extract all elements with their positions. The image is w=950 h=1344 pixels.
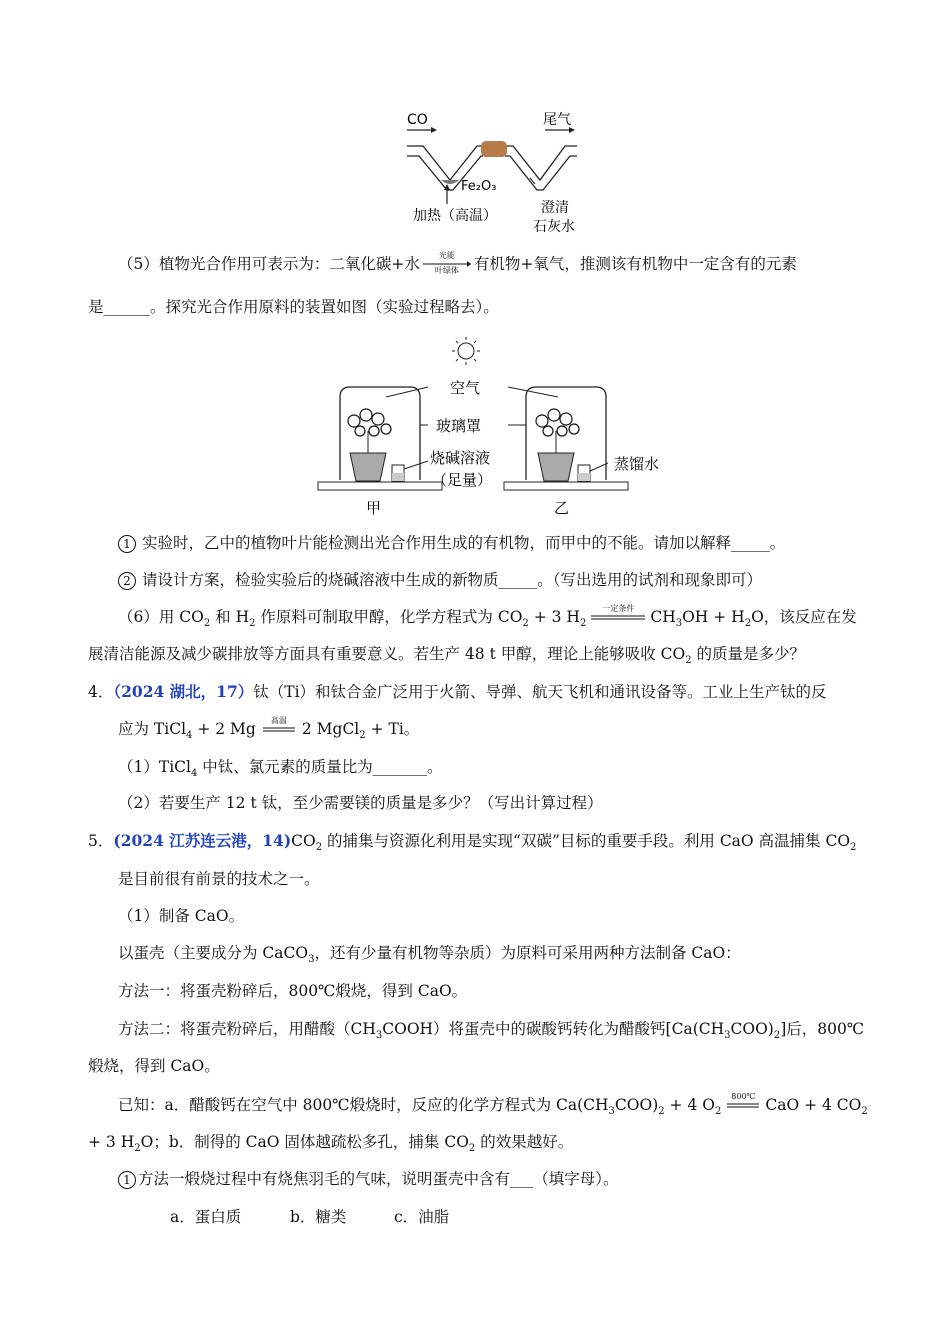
q5-line2: 是______。探究光合作用原料的装置如图（实验过程略去）。 (88, 298, 499, 316)
circled-number-1: 1 (118, 535, 136, 553)
glass-cover-label: 玻璃罩 (436, 417, 482, 435)
q5b-method1: 方法一：将蛋壳粉碎后，800℃煅烧，得到 CaO。 (118, 982, 468, 1000)
q4-part1: （1）TiCl$_4$ 中钛、氯元素的质量比为_______。 (118, 758, 443, 780)
q6-line2: 展清洁能源及减少碳排放等方面具有重要意义。若生产 48 t 甲醇，理论上能够吸收 $CO_2$ 的质量是多少？ (88, 645, 806, 667)
q5b-options (170, 1206, 449, 1228)
q5b-method2: 方法二：将蛋壳粉碎后，用醋酸$(CH_3COOH)$将蛋壳中的碳酸钙转化为醋酸钙$[Ca(CH_3COO)_2]$后，800℃ (118, 1020, 865, 1042)
limewater-label-1: 澄清 (541, 200, 569, 216)
air-label: 空气 (450, 379, 481, 397)
fe2o3-label: Fe₂O₃ (461, 179, 497, 194)
q5b-line1: 5．(2024 江苏连云港，$14)CO_2$ 的捕集与资源化利用是实现“双碳”目标的重要手段。利用 CaO 高温捕集 $CO_2$ (88, 831, 857, 854)
sub-question-2: 2 请设计方案，检验实验后的烧碱溶液中生成的新物质_____。（写出选用的试剂和现象即可） (118, 569, 762, 591)
water-label: 蒸馏水 (614, 455, 660, 473)
reaction-condition-high-temp: 高温 (270, 716, 287, 725)
q5b-eggshell: 以蛋壳（主要成分为 CaCO$_3$，还有少量有机物等杂质）为原料可采用两种方法制备 CaO： (118, 944, 741, 966)
q4-line2: 应为 TiCl$_4$ + 2 Mg 高温 2 MgCl$_2$ + Ti。 (118, 716, 420, 742)
q4-line1: 4．（2024 湖北，17）钛（Ti）和钛合金广泛用于火箭、导弹、航天飞机和通讯设备等。工业上生产钛的反 (88, 682, 827, 701)
reaction-arrow-photosynthesis: 光能 叶绿体 (423, 254, 471, 276)
sub-question-1: 1 实验时，乙中的植物叶片能检测出光合作用生成的有机物，而甲中的不能。请加以解释_____。 (118, 532, 785, 554)
q6-line1: （6）用 $CO_2$ 和 $H_2$ 作原料可制取甲醇，化学方程式为 $CO_2 + 3$ $H_2$ 一定条件 $CH_3OH + H_2O$，该反应在发 (118, 604, 857, 630)
q5b-part1: （1）制备 CaO。 (118, 907, 245, 925)
option-b: b．糖类 (290, 1208, 347, 1226)
heat-label: 加热（高温） (413, 208, 497, 224)
q5b-line2: 是目前很有前景的技术之一。 (118, 870, 320, 888)
q5b-source: (2024 江苏连云港，14) (113, 831, 292, 850)
option-c: c．油脂 (394, 1208, 450, 1226)
q4-source: （2024 湖北，17） (113, 682, 254, 701)
q5b-method2-line2: 煅烧，得到 CaO。 (88, 1057, 220, 1075)
circled-number-1b: 1 (118, 1171, 136, 1189)
q5b-choice-question: 1 方法一煅烧过程中有烧焦羽毛的气味，说明蛋壳中含有___（填字母）。 (118, 1168, 619, 1190)
reaction-condition-800c: 800℃ (731, 1092, 756, 1101)
limewater-label-2: 石灰水 (533, 219, 575, 235)
q5-line1: （5）植物光合作用可表示为：二氧化碳+水 光能 叶绿体 有机物+氧气，推测该有机物中一定含有的元素 (118, 251, 797, 275)
naoh-label: 烧碱溶液 (430, 449, 491, 467)
photosynthesis-apparatus-figure (312, 335, 682, 520)
sun-icon (452, 337, 480, 365)
circled-number-2: 2 (118, 572, 136, 590)
reaction-condition-equals: 一定条件 (602, 604, 635, 613)
q4-part2: （2）若要生产 12 t 钛，至少需要镁的质量是多少？（写出计算过程） (118, 794, 603, 812)
tail-gas-label: 尾气 (543, 112, 571, 128)
jia-label: 甲 (366, 499, 382, 517)
naoh-amount-label: （足量） (432, 471, 493, 489)
q5b-known-line2: + 3 $H_2O$；b．制得的 CaO 固体越疏松多孔，捕集 $CO_2$ 的效果越好。 (88, 1133, 574, 1155)
co-reduction-apparatus-figure (395, 108, 595, 238)
co-label: CO (407, 112, 428, 128)
yi-label: 乙 (554, 499, 570, 517)
option-a: a．蛋白质 (170, 1208, 242, 1226)
q5b-known: 已知：a．醋酸钙在空气中 800℃煅烧时，反应的化学方程式为 $Ca(CH_3COO)_2 + 4$ $O_2$ 800℃ CaO + 4 $CO_2$ (118, 1092, 868, 1118)
